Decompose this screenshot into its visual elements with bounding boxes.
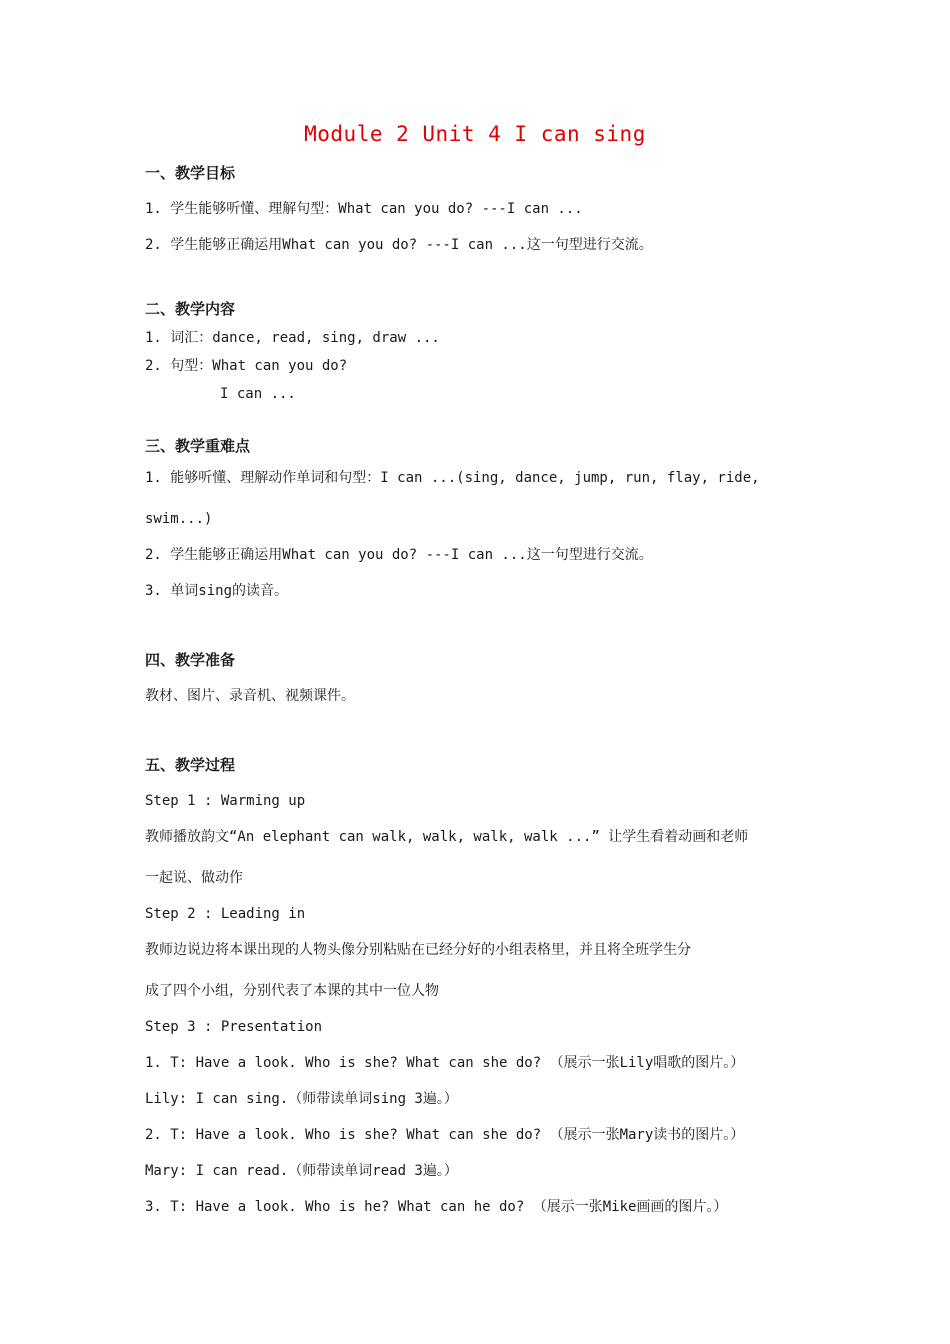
goal-item-2: 2. 学生能够正确运用What can you do? ---I can ...这一句型进行交流。 — [145, 237, 653, 253]
keypoint-item-2: 2. 学生能够正确运用What can you do? ---I can ...这一句型进行交流。 — [145, 547, 653, 563]
process-line-2: 教师播放韵文“An elephant can walk, walk, walk, walk ...” 让学生看着动画和老师 — [145, 829, 749, 845]
preparation-item: 教材、图片、录音机、视频课件。 — [145, 688, 355, 704]
process-line-8: 1. T: Have a look. Who is she? What can she do? （展示一张Lily唱歌的图片。） — [145, 1055, 745, 1071]
section-heading-content: 二、教学内容 — [145, 300, 236, 318]
section-heading-preparation: 四、教学准备 — [145, 651, 236, 669]
section-heading-goals: 一、教学目标 — [145, 164, 236, 182]
process-line-12: 3. T: Have a look. Who is he? What can he do? （展示一张Mike画画的图片。） — [145, 1199, 728, 1215]
process-line-1: Step 1 : Warming up — [145, 793, 306, 809]
process-line-5: 教师边说边将本课出现的人物头像分别粘贴在已经分好的小组表格里，并且将全班学生分 — [145, 942, 691, 958]
keypoint-item-3: 3. 单词sing的读音。 — [145, 583, 289, 599]
process-line-9: Lily: I can sing.（师带读单词sing 3遍。） — [145, 1091, 458, 1107]
process-line-10: 2. T: Have a look. Who is she? What can she do? （展示一张Mary读书的图片。） — [145, 1127, 745, 1143]
process-line-6: 成了四个小组，分别代表了本课的其中一位人物 — [145, 983, 439, 999]
process-line-4: Step 2 : Leading in — [145, 906, 306, 922]
section-heading-keypoints: 三、教学重难点 — [145, 437, 251, 455]
process-line-7: Step 3 : Presentation — [145, 1019, 323, 1035]
process-line-3: 一起说、做动作 — [145, 870, 243, 886]
content-item-2: 2. 句型：What can you do? — [145, 358, 348, 374]
keypoint-item-1: 1. 能够听懂、理解动作单词和句型：I can ...(sing, dance, jump, run, flay, ride, — [145, 470, 760, 486]
content-item-1: 1. 词汇：dance, read, sing, draw ... — [145, 330, 440, 346]
section-heading-process: 五、教学过程 — [145, 756, 236, 774]
content-item-3: I can ... — [220, 386, 296, 402]
keypoint-item-1-cont: swim...) — [145, 511, 213, 527]
document-title: Module 2 Unit 4 I can sing — [304, 122, 646, 146]
process-line-11: Mary: I can read.（师带读单词read 3遍。） — [145, 1163, 458, 1179]
goal-item-1: 1. 学生能够听懂、理解句型：What can you do? ---I can ... — [145, 201, 583, 217]
